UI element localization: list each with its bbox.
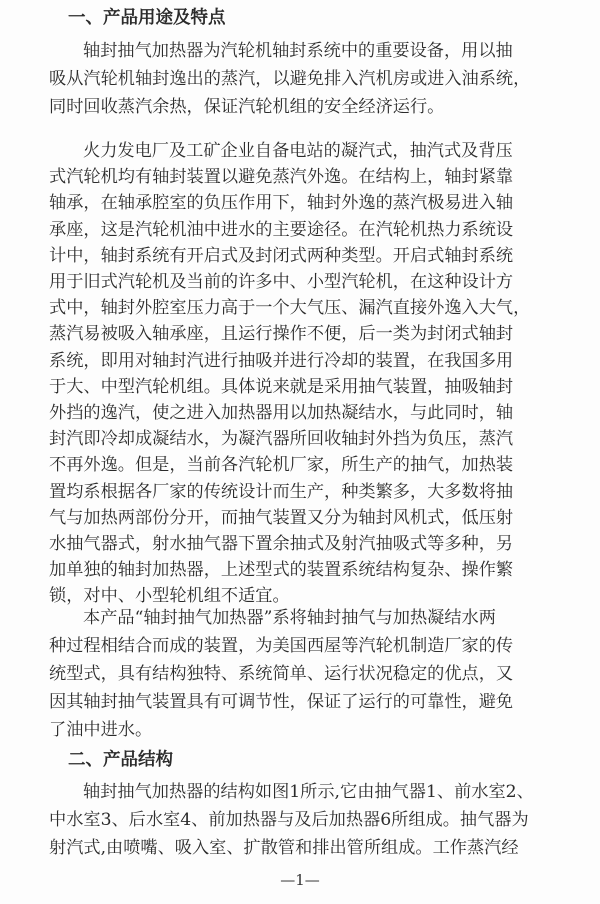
text-line: 计中，轴封系统有开启式及封闭式两种类型。开启式轴封系统 bbox=[49, 245, 514, 266]
text-line: 统型式，具有结构独特、系统简单、运行状况稳定的优点，又 bbox=[49, 664, 514, 684]
text-line: 轴封抽气加热器为汽轮机轴封系统中的重要设备，用以抽 bbox=[83, 41, 513, 61]
text-line: 置均系根据各厂家的传统设计而生产，种类繁多，大多数将抽 bbox=[49, 481, 514, 502]
text-line: 锁，对中、小型轮机组不适宜。 bbox=[49, 586, 290, 607]
section-heading-2: 二、产品结构 bbox=[68, 750, 173, 770]
text-line: 于大、中型汽轮机组。具体说来就是采用抽气装置，抽吸轴封 bbox=[49, 376, 514, 397]
text-line: 射汽式,由喷嘴、吸入室、扩散管和排出管所组成。工作蒸汽经 bbox=[49, 838, 519, 858]
text-line: 用于旧式汽轮机及当前的许多中、小型汽轮机，在这种设计方 bbox=[49, 272, 514, 292]
text-line: 轴封抽气加热器的结构如图1所示,它由抽气器1、前水室2、 bbox=[83, 782, 534, 802]
text-line: 同时回收蒸汽余热，保证汽轮机组的安全经济运行。 bbox=[49, 97, 445, 117]
section-heading-1: 一、产品用途及特点 bbox=[68, 8, 226, 28]
text-line: 种过程相结合而成的装置，为美国西屋等汽轮机制造厂家的传 bbox=[49, 636, 514, 656]
page-number: —1— bbox=[280, 871, 320, 889]
text-line: 系统，即用对轴封汽进行抽吸并进行冷却的装置，在我国多用 bbox=[49, 350, 514, 371]
text-line: 封汽即冷却成凝结水，为凝汽器所回收轴封外挡为负压，蒸汽 bbox=[49, 429, 514, 450]
text-line: 因其轴封抽气装置具有可调节性，保证了运行的可靠性，避免 bbox=[49, 692, 514, 712]
text-line: 吸从汽轮机轴封逸出的蒸汽，以避免排入汽机房或进入油系统， bbox=[49, 69, 531, 89]
text-line: 水抽气器式，射水抽气器下置余抽式及射汽抽吸式等多种，另 bbox=[49, 534, 514, 554]
text-line: 蒸汽易被吸入轴承座，且运行操作不便，后一类为封闭式轴封 bbox=[49, 324, 514, 345]
text-line: 火力发电厂及工矿企业自备电站的凝汽式，抽汽式及背压 bbox=[83, 141, 513, 161]
text-line: 加单独的轴封加热器，上述型式的装置系统结构复杂、操作繁 bbox=[49, 560, 514, 581]
text-line: 不再外逸。但是，当前各汽轮机厂家，所生产的抽气，加热装 bbox=[49, 455, 514, 476]
text-line: 式中，轴封外腔室压力高于一个大气压、漏汽直接外逸入大气， bbox=[49, 298, 531, 319]
text-line: 外挡的逸汽，使之进入加热器用以加热凝结水，与此同时，轴 bbox=[49, 403, 514, 423]
text-line: 承座，这是汽轮机油中进水的主要途径。在汽轮机热力系统设 bbox=[49, 219, 514, 240]
text-line: 气与加热两部份分开，而抽气装置又分为轴封风机式，低压射 bbox=[49, 507, 514, 528]
text-line: 本产品“轴封抽气加热器”系将轴封抽气与加热凝结水两 bbox=[83, 608, 496, 628]
text-line: 式汽轮机均有轴封装置以避免蒸汽外逸。在结构上，轴封紧靠 bbox=[49, 167, 514, 188]
text-line: 中水室3、后水室4、前加热器与及后加热器6所组成。抽气器为 bbox=[49, 810, 529, 830]
text-line: 轴承，在轴承腔室的负压作用下，轴封外逸的蒸汽极易进入轴 bbox=[49, 193, 514, 214]
text-line: 了油中进水。 bbox=[49, 720, 153, 740]
